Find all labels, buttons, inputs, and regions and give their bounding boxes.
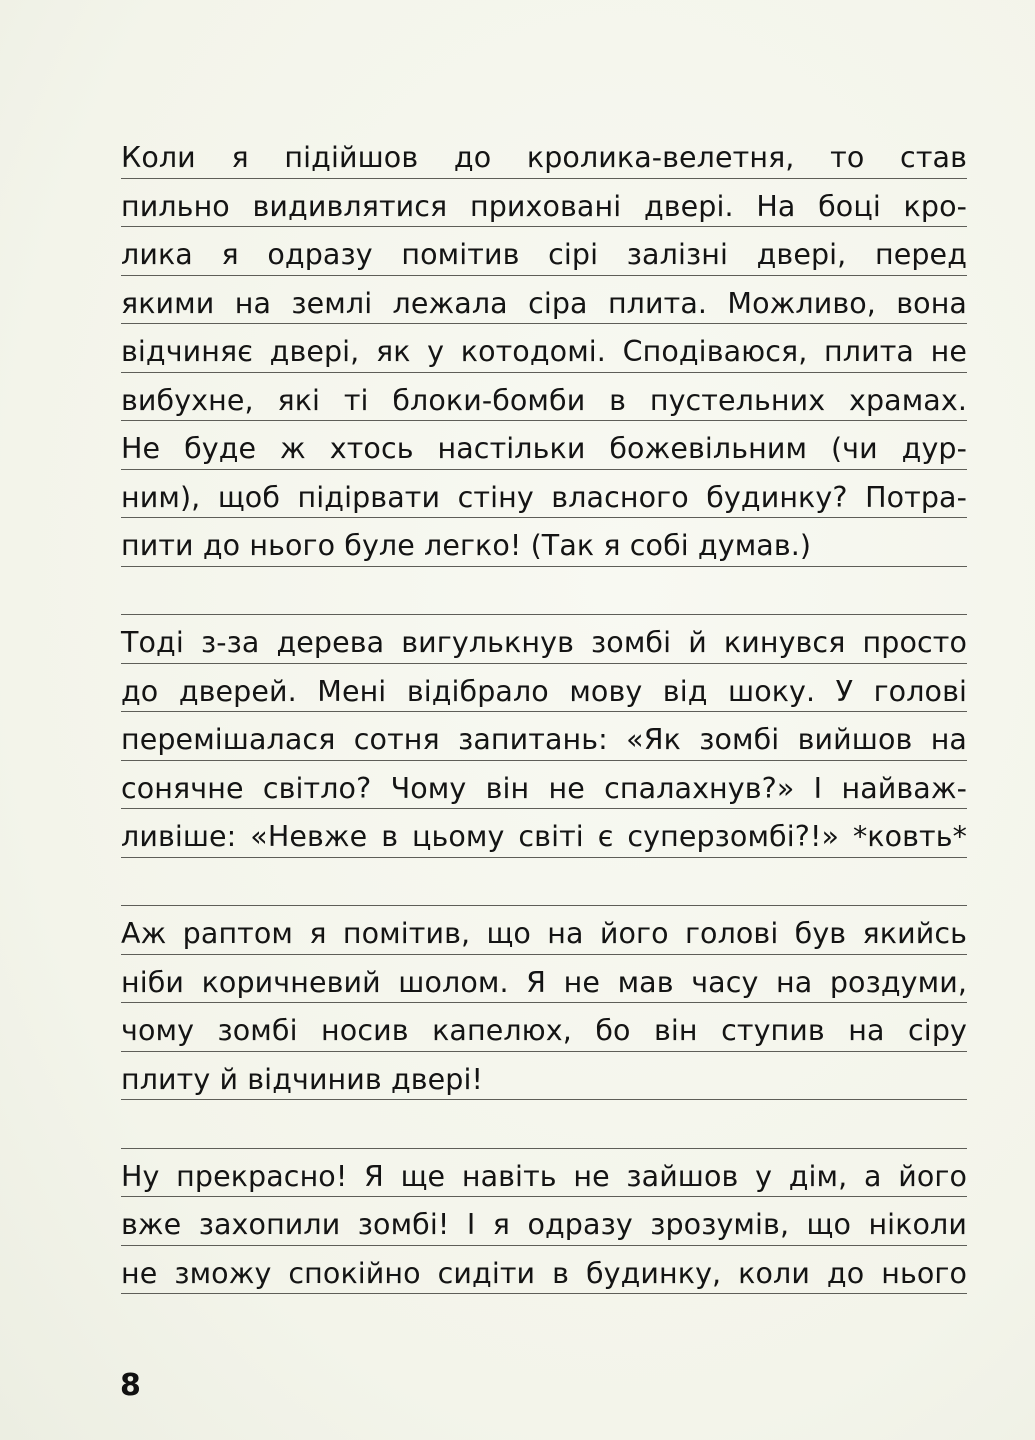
text-line: до дверей. Мені відібрало мову від шоку. У голові — [121, 664, 967, 713]
page-body-text — [121, 130, 967, 1294]
text-line: пити до нього буле легко! (Так я собі думав.) — [121, 518, 967, 567]
text-line: чому зомбі носив капелюх, бо він ступив на сіру — [121, 1003, 967, 1052]
text-line: ним), щоб підірвати стіну власного будинку? Потра- — [121, 470, 967, 519]
text-line: сонячне світло? Чому він не спалахнув?» І найваж- — [121, 761, 967, 810]
text-line: не зможу спокійно сидіти в будинку, коли до нього — [121, 1246, 967, 1295]
blank-ruled-line — [121, 567, 967, 616]
text-line: лика я одразу помітив сірі залізні двері, перед — [121, 227, 967, 276]
paragraph-3 — [121, 906, 967, 1100]
paragraph-4 — [121, 1149, 967, 1295]
paragraph-1 — [121, 130, 967, 567]
page-number: 8 — [120, 1368, 141, 1403]
text-line: Аж раптом я помітив, що на його голові був якийсь — [121, 906, 967, 955]
text-line: Ну прекрасно! Я ще навіть не зайшов у дім, а його — [121, 1149, 967, 1198]
text-line: плиту й відчинив двері! — [121, 1052, 967, 1101]
text-line: Коли я підійшов до кролика-велетня, то став — [121, 130, 967, 179]
text-line: перемішалася сотня запитань: «Як зомбі вийшов на — [121, 712, 967, 761]
blank-ruled-line — [121, 858, 967, 907]
blank-ruled-line — [121, 1100, 967, 1149]
text-line: ливіше: «Невже в цьому світі є суперзомбі?!» *ковть* — [121, 809, 967, 858]
text-line: ніби коричневий шолом. Я не мав часу на роздуми, — [121, 955, 967, 1004]
text-line: якими на землі лежала сіра плита. Можливо, вона — [121, 276, 967, 325]
text-line: вже захопили зомбі! І я одразу зрозумів, що ніколи — [121, 1197, 967, 1246]
text-line: відчиняє двері, як у котодомі. Сподіваюся, плита не — [121, 324, 967, 373]
text-line: Тоді з-за дерева вигулькнув зомбі й кинувся просто — [121, 615, 967, 664]
text-line: пильно видивлятися приховані двері. На боці кро- — [121, 179, 967, 228]
text-line: вибухне, які ті блоки-бомби в пустельних храмах. — [121, 373, 967, 422]
paragraph-2 — [121, 615, 967, 858]
text-line: Не буде ж хтось настільки божевільним (чи дур- — [121, 421, 967, 470]
